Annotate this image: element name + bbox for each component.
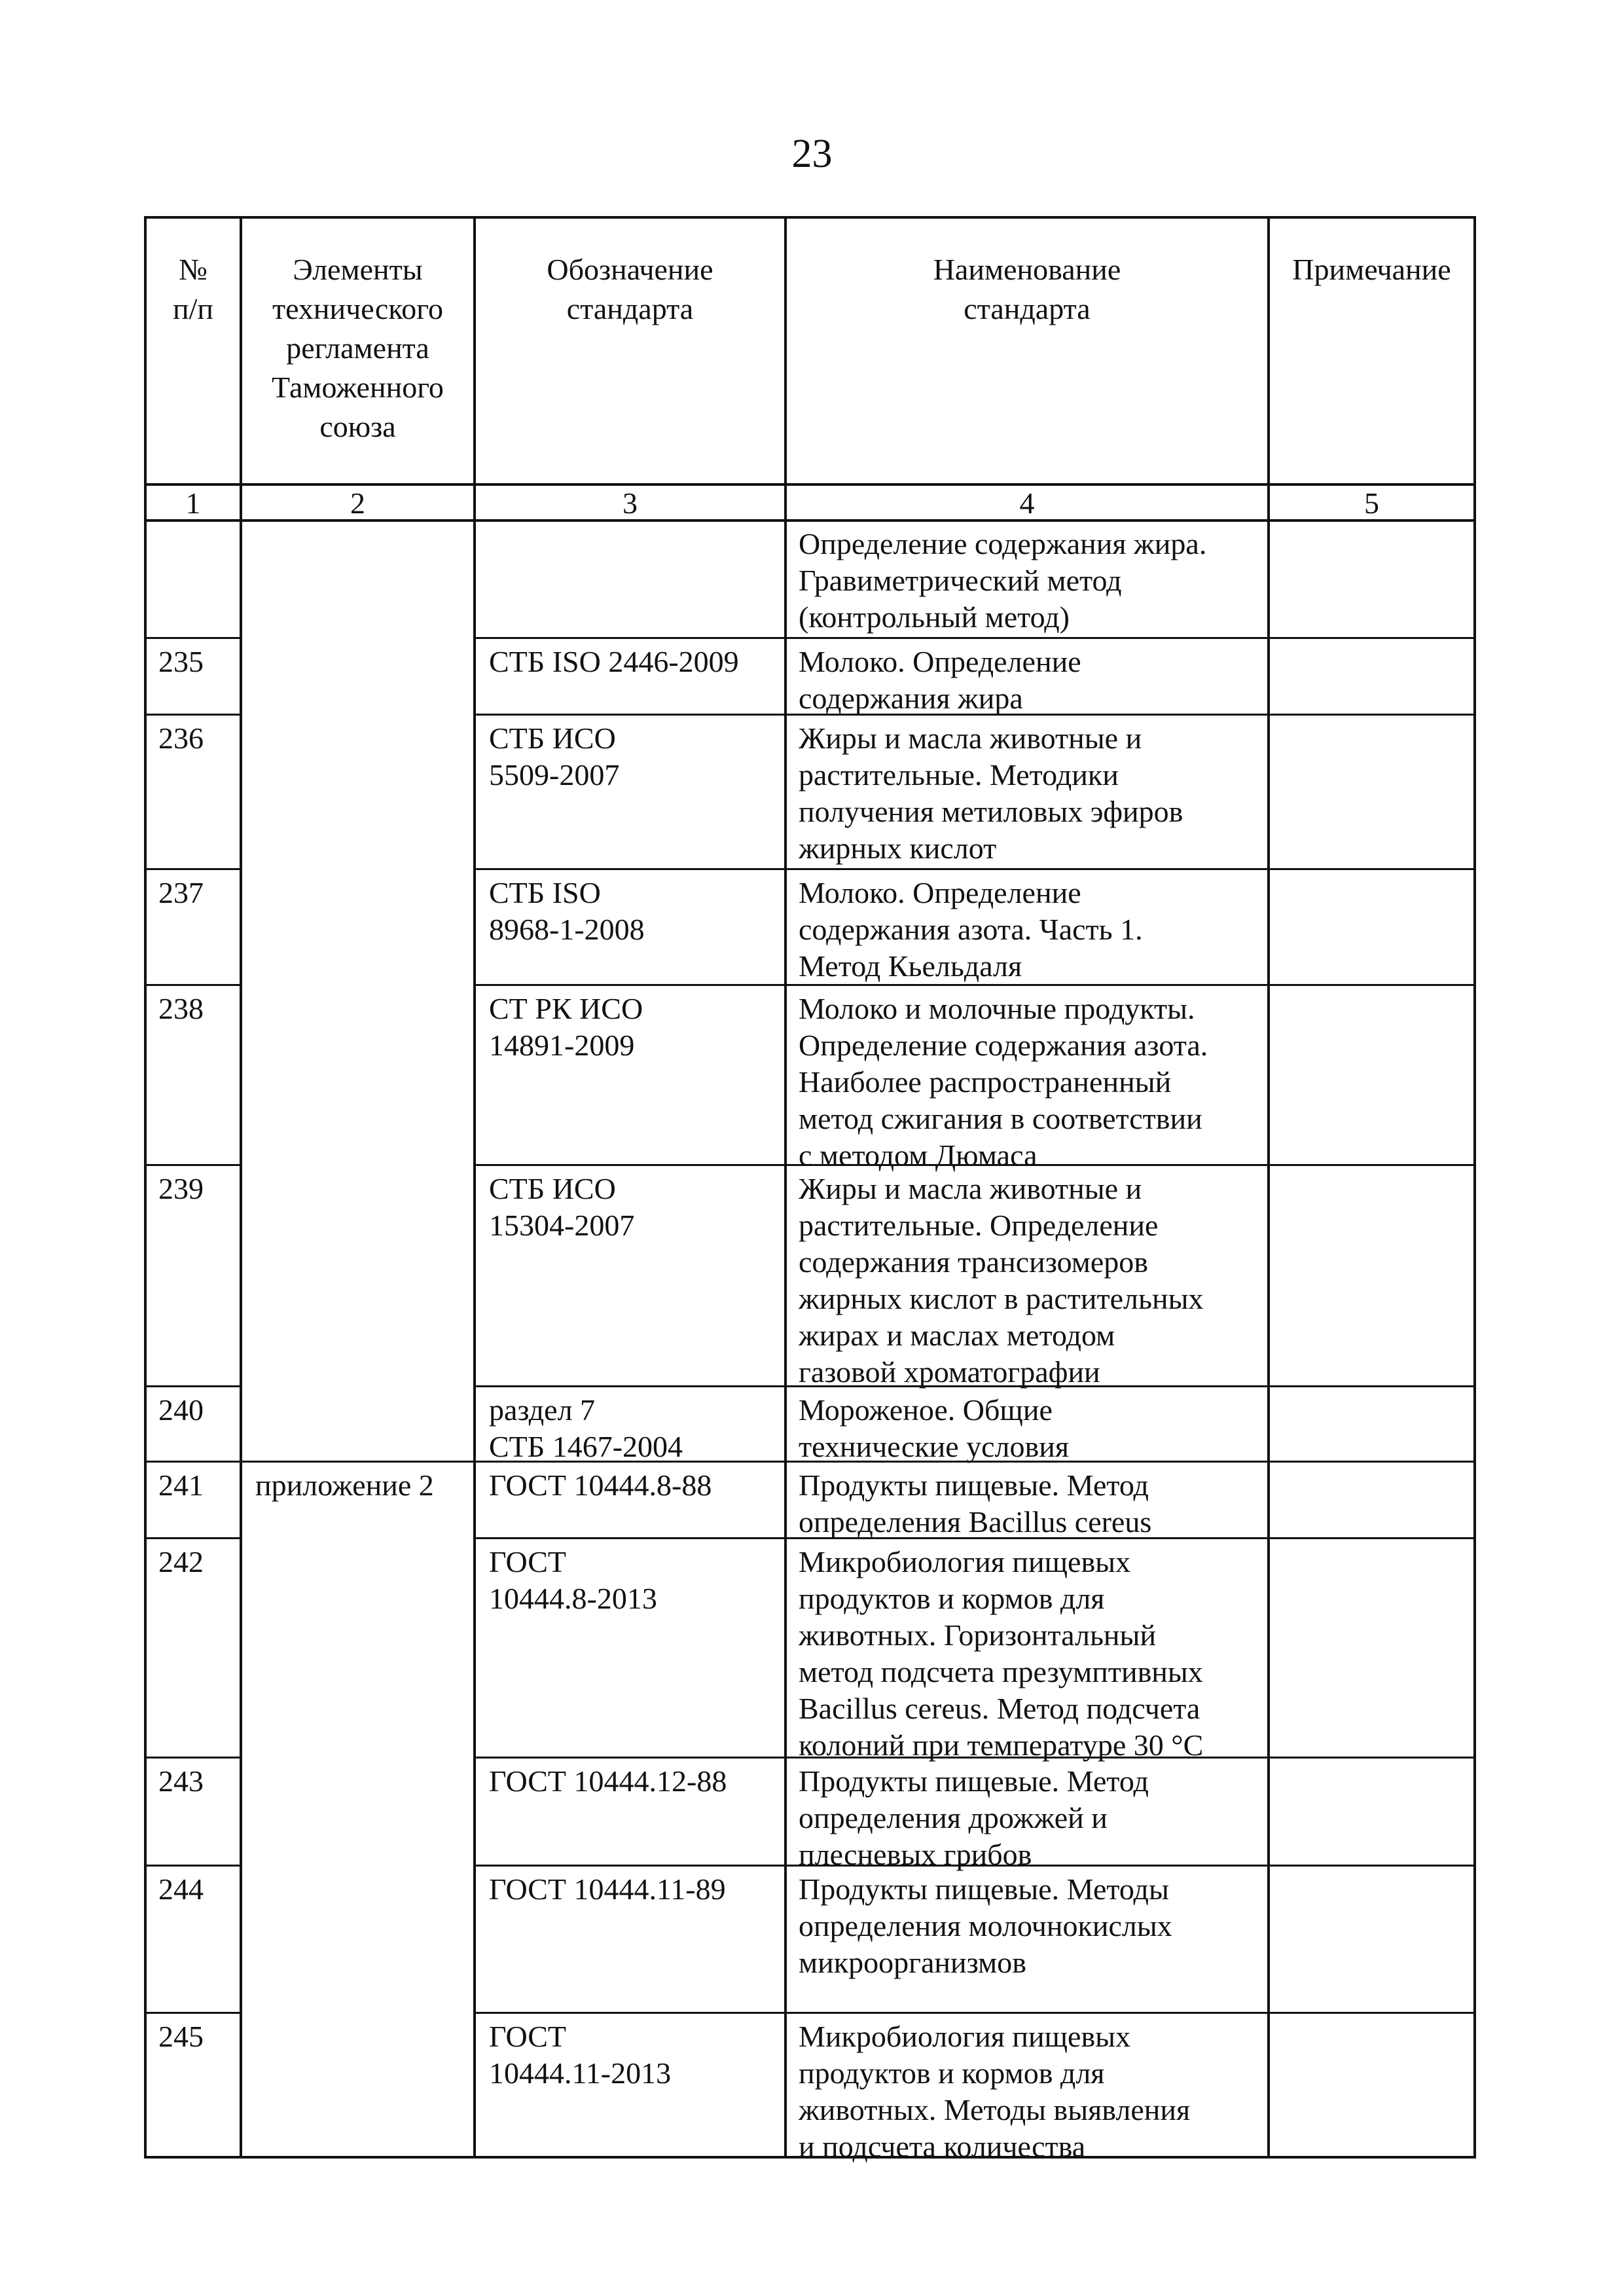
row-number: 236 <box>158 721 204 755</box>
row-separator <box>144 1537 242 1539</box>
column-number: 2 <box>350 486 365 520</box>
row-separator <box>473 637 1476 639</box>
row-separator <box>144 2012 242 2014</box>
table-hline <box>144 216 1476 219</box>
row-separator <box>144 1385 242 1387</box>
row-number: 235 <box>158 645 204 678</box>
column-header: № п/п <box>172 253 213 325</box>
standard-name: Молоко. Определение содержания азота. Часть 1. Метод Кьельдаля <box>799 876 1143 983</box>
standard-designation: СТБ ISO 8968-1-2008 <box>489 876 645 946</box>
standard-designation: СТБ ИСО 15304-2007 <box>489 1172 635 1242</box>
standard-name: Продукты пищевые. Метод определения дрожжей и плесневых грибов <box>799 1764 1149 1871</box>
standard-designation: ГОСТ 10444.8-88 <box>489 1468 712 1502</box>
row-separator <box>144 637 242 639</box>
column-number: 4 <box>1019 486 1035 520</box>
row-number: 241 <box>158 1468 204 1502</box>
standard-designation: ГОСТ 10444.11-89 <box>489 1872 726 1906</box>
standard-name: Молоко. Определение содержания жира <box>799 645 1081 715</box>
standard-designation: СТБ ИСО 5509-2007 <box>489 721 620 792</box>
row-number: 243 <box>158 1764 204 1798</box>
standard-name: Продукты пищевые. Методы определения молочнокислых микроорганизмов <box>799 1872 1172 1979</box>
standard-name: Продукты пищевые. Метод определения Bacillus cereus <box>799 1468 1152 1539</box>
row-separator <box>144 868 242 870</box>
column-header: Обозначение стандарта <box>547 253 713 325</box>
column-number: 5 <box>1364 486 1379 520</box>
row-number: 239 <box>158 1172 204 1205</box>
standard-name: Определение содержания жира. Гравиметрический метод (контрольный метод) <box>799 527 1207 634</box>
row-separator <box>473 868 1476 870</box>
row-number: 242 <box>158 1545 204 1578</box>
row-number: 245 <box>158 2020 204 2053</box>
row-number: 244 <box>158 1872 204 1906</box>
row-number: 240 <box>158 1393 204 1427</box>
standard-designation: СТБ ISO 2446-2009 <box>489 645 739 678</box>
row-separator <box>144 1461 242 1463</box>
standard-designation: СТ РК ИСО 14891-2009 <box>489 992 643 1062</box>
column-number: 1 <box>185 486 201 520</box>
standard-name: Микробиология пищевых продуктов и кормов для животных. Горизонтальный метод подсчета презумптивных Bacillus cereus. Метод подсчета колоний при температуре 30 °С <box>799 1545 1204 1762</box>
column-header: Элементы технического регламента Таможенного союза <box>272 253 444 443</box>
standard-designation: ГОСТ 10444.12-88 <box>489 1764 727 1798</box>
row-number: 237 <box>158 876 204 909</box>
standard-name: Жиры и масла животные и растительные. Методики получения метиловых эфиров жирных кислот <box>799 721 1183 865</box>
row-separator <box>144 984 242 986</box>
column-header: Примечание <box>1292 253 1451 286</box>
section-separator <box>240 1461 476 1463</box>
column-header: Наименование стандарта <box>933 253 1121 325</box>
standard-designation: ГОСТ 10444.8-2013 <box>489 1545 657 1615</box>
row-separator <box>144 1164 242 1166</box>
row-separator <box>144 1865 242 1867</box>
column-number: 3 <box>623 486 638 520</box>
standard-designation: раздел 7 СТБ 1467-2004 <box>489 1393 683 1463</box>
row-separator <box>144 714 242 716</box>
row-separator <box>144 1757 242 1758</box>
standard-name: Жиры и масла животные и растительные. Определение содержания трансизомеров жирных кислот в растительных жирах и маслах методом газовой хроматографии <box>799 1172 1204 1389</box>
page-number: 23 <box>791 132 833 176</box>
table-hline <box>144 483 1476 486</box>
row-number: 238 <box>158 992 204 1025</box>
section-label: приложение 2 <box>255 1468 434 1502</box>
standard-designation: ГОСТ 10444.11-2013 <box>489 2020 672 2090</box>
standard-name: Мороженое. Общие технические условия <box>799 1393 1070 1463</box>
standard-name: Молоко и молочные продукты. Определение содержания азота. Наиболее распространенный метод сжигания в соответствии с методом Дюмаса <box>799 992 1208 1172</box>
row-separator <box>473 2012 1476 2014</box>
standard-name: Микробиология пищевых продуктов и кормов для животных. Методы выявления и подсчета количества <box>799 2020 1191 2163</box>
